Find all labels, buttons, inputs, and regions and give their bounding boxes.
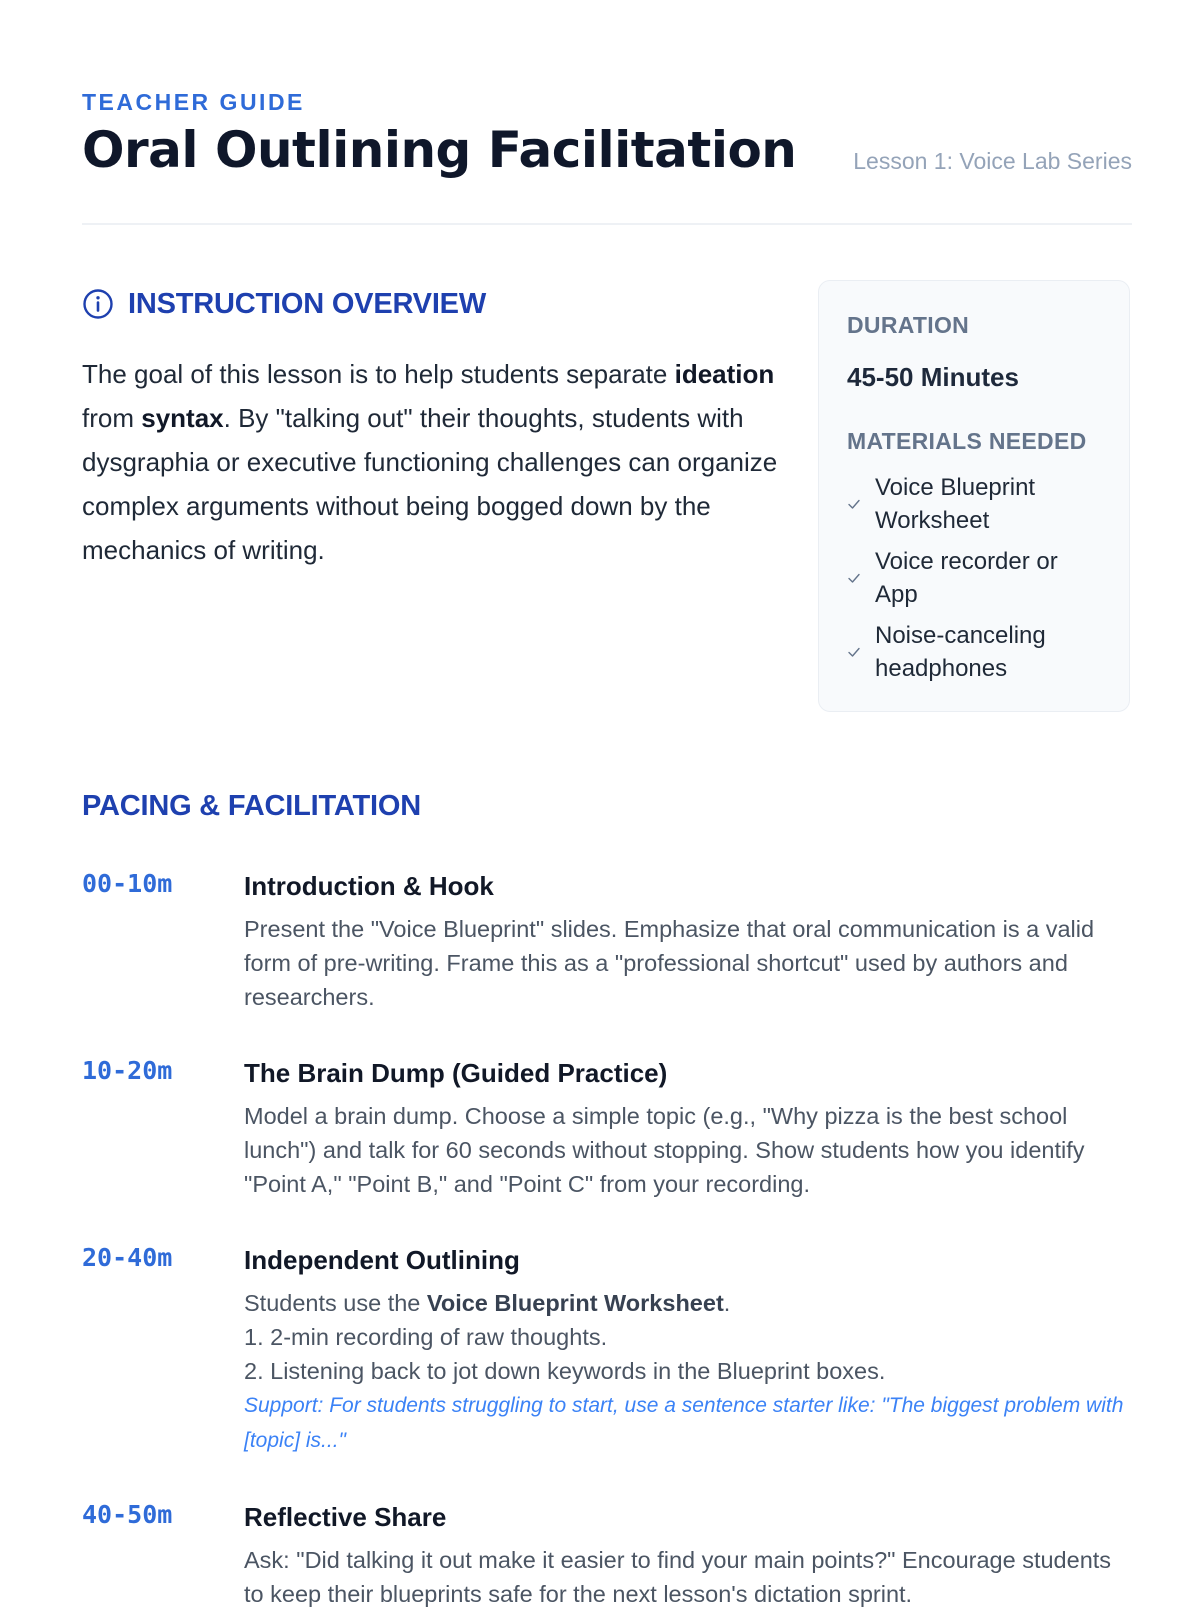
step-title: Reflective Share — [244, 1502, 447, 1532]
lesson-series-label: Lesson 1: Voice Lab Series — [853, 148, 1132, 174]
pacing-heading: PACING & FACILITATION — [82, 790, 421, 822]
worksheet-name: Voice Blueprint Worksheet — [426, 1290, 724, 1316]
list-item — [847, 471, 1101, 537]
step-title: Introduction & Hook — [244, 871, 494, 901]
eyebrow-label: TEACHER GUIDE — [82, 89, 305, 115]
step-body — [244, 1499, 1132, 1611]
instruction-overview-section — [82, 286, 782, 572]
step-description: Ask: "Did talking it out make it easier to find your main points?" Encourage students to keep their blueprints safe for the next lesson's dictation sprint. — [244, 1547, 1112, 1607]
step-description: Model a brain dump. Choose a simple topic (e.g., "Why pizza is the best school lunch") and talk for 60 seconds without stopping. Show students how you identify "Point A," "Point B," and "Point C" from your recording. — [244, 1103, 1085, 1197]
lesson-info-panel — [818, 280, 1130, 712]
step-time: 40-50m — [82, 1500, 173, 1529]
step-description: Students use the Voice Blueprint Worksheet. 1. 2-min recording of raw thoughts. 2. Listening back to jot down keywords in the Blueprint boxes. Support: For students struggling to start, use a sentence starter like: "The biggest problem with [topic] is..." — [244, 1286, 1132, 1458]
material-item-text: Voice Blueprint Worksheet — [875, 474, 1036, 534]
list-item — [847, 619, 1101, 685]
check-icon — [847, 497, 861, 511]
list-item — [847, 545, 1101, 611]
support-note: Support: For students struggling to start, use a sentence starter like: "The biggest problem with [topic] is..." — [244, 1394, 1124, 1452]
step-time: 20-40m — [82, 1243, 173, 1272]
instruction-line: 1. 2-min recording of raw thoughts. — [244, 1324, 608, 1350]
step-time: 10-20m — [82, 1056, 173, 1085]
materials-label: MATERIALS NEEDED — [847, 428, 1087, 454]
keyword-ideation: ideation — [674, 359, 775, 389]
info-icon — [82, 288, 114, 320]
page-header — [82, 88, 1132, 182]
overview-heading — [82, 286, 782, 322]
keyword-syntax: syntax — [141, 403, 224, 433]
step-body — [244, 1055, 1132, 1201]
step-title: Independent Outlining — [244, 1245, 520, 1275]
step-description: Present the "Voice Blueprint" slides. Emphasize that oral communication is a valid form of pre-writing. Frame this as a "professional shortcut" used by authors and researchers. — [244, 916, 1095, 1010]
duration-value: 45-50 Minutes — [847, 362, 1019, 392]
material-item-text: Noise-canceling headphones — [875, 622, 1046, 682]
page-title: Oral Outlining Facilitation — [82, 121, 797, 179]
overview-heading-text: INSTRUCTION OVERVIEW — [128, 288, 486, 320]
material-item-text: Voice recorder or App — [875, 548, 1058, 608]
step-body — [244, 1242, 1132, 1458]
step-body — [244, 868, 1132, 1014]
check-icon — [847, 571, 861, 585]
header-divider — [82, 223, 1132, 225]
step-time: 00-10m — [82, 869, 173, 898]
instruction-line: 2. Listening back to jot down keywords in the Blueprint boxes. — [244, 1358, 886, 1384]
duration-label: DURATION — [847, 312, 970, 338]
materials-list — [847, 471, 1101, 685]
check-icon — [847, 645, 861, 659]
overview-paragraph: The goal of this lesson is to help students separate ideation from syntax. By "talking out" their thoughts, students with dysgraphia or executive functioning challenges can organize complex arguments without being bogged down by the mechanics of writing. — [82, 359, 778, 565]
step-title: The Brain Dump (Guided Practice) — [244, 1058, 668, 1088]
